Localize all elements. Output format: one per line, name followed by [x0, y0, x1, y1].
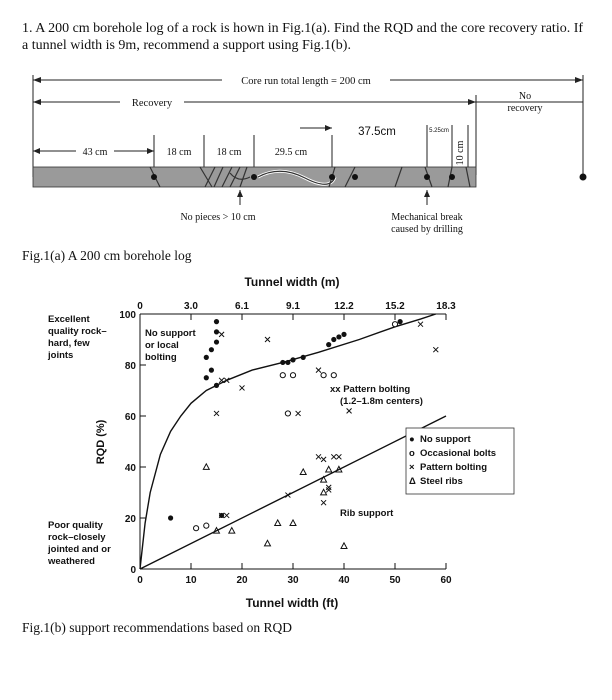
annotation-poor-3: jointed and or — [48, 544, 111, 555]
y-tick-label: 80 — [124, 361, 136, 372]
point-occasional-bolts — [321, 373, 326, 378]
legend-symbol-2: o — [409, 448, 415, 459]
point-pattern-bolting — [316, 368, 321, 373]
point-steel-ribs — [290, 520, 296, 526]
legend-label-2: Occasional bolts — [420, 448, 497, 459]
point-pattern-bolting — [224, 513, 229, 518]
annotation-no-support-1: No support — [145, 328, 196, 339]
point-occasional-bolts — [331, 373, 336, 378]
legend-label-1: No support — [420, 434, 471, 445]
y-tick-label: 40 — [124, 463, 136, 474]
point-pattern-bolting — [285, 493, 290, 498]
annotation-poor-2: rock–closely — [48, 532, 106, 543]
legend-symbol-4: Δ — [409, 476, 416, 487]
boundary-line — [140, 416, 446, 569]
top-tick-label: 12.2 — [334, 301, 354, 312]
point-occasional-bolts — [280, 373, 285, 378]
point-steel-ribs — [275, 520, 281, 526]
mechanical-break-label-2: caused by drilling — [391, 224, 463, 235]
annotation-pattern-1: xx Pattern bolting — [330, 384, 411, 395]
annotation-rib: Rib support — [340, 508, 394, 519]
core-run-arrow-right — [575, 77, 583, 83]
point-pattern-bolting — [321, 457, 326, 462]
point-no-support — [209, 368, 214, 373]
no-recovery-label: No — [518, 91, 532, 102]
point-pattern-bolting — [331, 454, 336, 459]
point-no-support — [398, 319, 403, 324]
core-run-arrow-left — [33, 77, 41, 83]
point-no-support — [290, 357, 295, 362]
point-steel-ribs — [265, 540, 271, 546]
top-tick-label: 9.1 — [286, 301, 300, 312]
point-pattern-bolting — [433, 347, 438, 352]
point-pattern-bolting — [336, 454, 341, 459]
fig-a-caption: Fig.1(a) A 200 cm borehole log — [22, 248, 192, 263]
point-occasional-bolts — [285, 411, 290, 416]
point-pattern-bolting — [418, 322, 423, 327]
x-tick-label: 50 — [389, 575, 401, 586]
point-no-support — [326, 342, 331, 347]
segment-label-7: 10 cm — [455, 140, 466, 166]
segment-label-1: 43 cm — [82, 147, 108, 158]
point-pattern-bolting — [214, 411, 219, 416]
annotation-poor-4: weathered — [48, 556, 95, 567]
y-tick-label: 60 — [124, 412, 136, 423]
point-steel-ribs — [341, 543, 347, 549]
point-no-support — [204, 375, 209, 380]
annotation-excellent-2: quality rock– — [48, 326, 107, 337]
point-no-support — [336, 334, 341, 339]
top-tick-label: 3.0 — [184, 301, 198, 312]
point-steel-ribs — [321, 477, 327, 483]
annotation-poor-1: Poor quality — [48, 520, 103, 531]
point-no-support — [280, 360, 285, 365]
recovery-label: Recovery — [131, 98, 173, 109]
point-no-support — [331, 337, 336, 342]
point-pattern-bolting — [316, 454, 321, 459]
annotation-excellent-3: hard, few — [48, 338, 90, 349]
point-no-support — [214, 319, 219, 324]
x-tick-label: 10 — [185, 575, 197, 586]
y-tick-label: 20 — [124, 514, 136, 525]
annotation-no-support-3: bolting — [145, 352, 177, 363]
chart-x-axis-label: Tunnel width (ft) — [245, 596, 339, 610]
core-run-label: Core run total length = 200 cm — [241, 76, 371, 87]
legend-label-3: Pattern bolting — [420, 462, 488, 473]
point-steel-ribs — [326, 466, 332, 472]
borehole-log-figure — [0, 65, 612, 245]
point-occasional-bolts — [392, 322, 397, 327]
x-tick-label: 60 — [440, 575, 452, 586]
chart-title: Tunnel width (m) — [244, 275, 340, 289]
point-no-support — [204, 355, 209, 360]
annotation-pattern-2: (1.2–1.8m centers) — [340, 396, 423, 407]
mechanical-break-label: Mechanical break — [391, 212, 463, 223]
question-text: 1. A 200 cm borehole log of a rock is hown in Fig.1(a). Find the RQD and the core recovery ratio. If a tunnel width is 9m, recommend a support using Fig.1(b). — [22, 21, 584, 53]
point-no-support — [341, 332, 346, 337]
point-occasional-bolts — [290, 373, 295, 378]
point-no-support — [209, 347, 214, 352]
point-no-support — [214, 329, 219, 334]
y-tick-label: 100 — [119, 310, 136, 321]
point-no-support — [168, 515, 173, 520]
chart-y-axis-label: RQD (%) — [95, 419, 107, 465]
point-steel-ribs — [321, 489, 327, 495]
y-tick-label: 0 — [130, 565, 136, 576]
segment-label-4: 29.5 cm — [274, 147, 308, 158]
x-tick-label: 0 — [137, 575, 143, 586]
top-tick-label: 18.3 — [436, 301, 456, 312]
point-pattern-bolting — [219, 378, 224, 383]
point-steel-ribs — [300, 469, 306, 475]
top-tick-label: 6.1 — [235, 301, 249, 312]
no-recovery-label-2: recovery — [507, 103, 543, 114]
point-no-support — [301, 355, 306, 360]
point-pattern-bolting — [296, 411, 301, 416]
segment-label-2: 18 cm — [166, 147, 192, 158]
x-tick-label: 40 — [338, 575, 350, 586]
annotation-excellent-4: joints — [48, 350, 74, 361]
legend-symbol-3: × — [409, 462, 415, 473]
fig-b-caption: Fig.1(b) support recommendations based on RQD — [22, 620, 292, 635]
legend-label-4: Steel ribs — [420, 476, 463, 487]
point-steel-ribs — [203, 464, 209, 470]
point-no-support — [285, 360, 290, 365]
top-tick-label: 15.2 — [385, 301, 405, 312]
segment-label-3: 18 cm — [216, 147, 242, 158]
annotation-no-support-2: or local — [145, 340, 179, 351]
legend-symbol-1: ● — [409, 434, 415, 445]
point-steel-ribs — [229, 528, 235, 534]
point-pattern-bolting — [240, 385, 245, 390]
point-occasional-bolts — [204, 523, 209, 528]
segment-label-5: 37.5cm — [358, 126, 396, 138]
x-tick-label: 30 — [287, 575, 299, 586]
rqd-support-chart — [0, 270, 612, 615]
point-no-support — [214, 383, 219, 388]
no-pieces-label: No pieces > 10 cm — [180, 212, 256, 223]
x-tick-label: 20 — [236, 575, 248, 586]
point-pattern-bolting — [321, 500, 326, 505]
top-tick-label: 0 — [137, 301, 143, 312]
segment-label-6: 5.25cm — [429, 128, 449, 134]
boundary-line — [140, 314, 436, 569]
point-pattern-bolting — [326, 485, 331, 490]
chart-legend — [406, 428, 514, 494]
point-occasional-bolts — [194, 526, 199, 531]
point-pattern-bolting — [219, 332, 224, 337]
annotation-excellent-1: Excellent — [48, 314, 90, 325]
point-pattern-bolting — [265, 337, 270, 342]
point-pattern-bolting — [347, 408, 352, 413]
point-pattern-bolting — [326, 487, 331, 492]
point-no-support — [214, 339, 219, 344]
